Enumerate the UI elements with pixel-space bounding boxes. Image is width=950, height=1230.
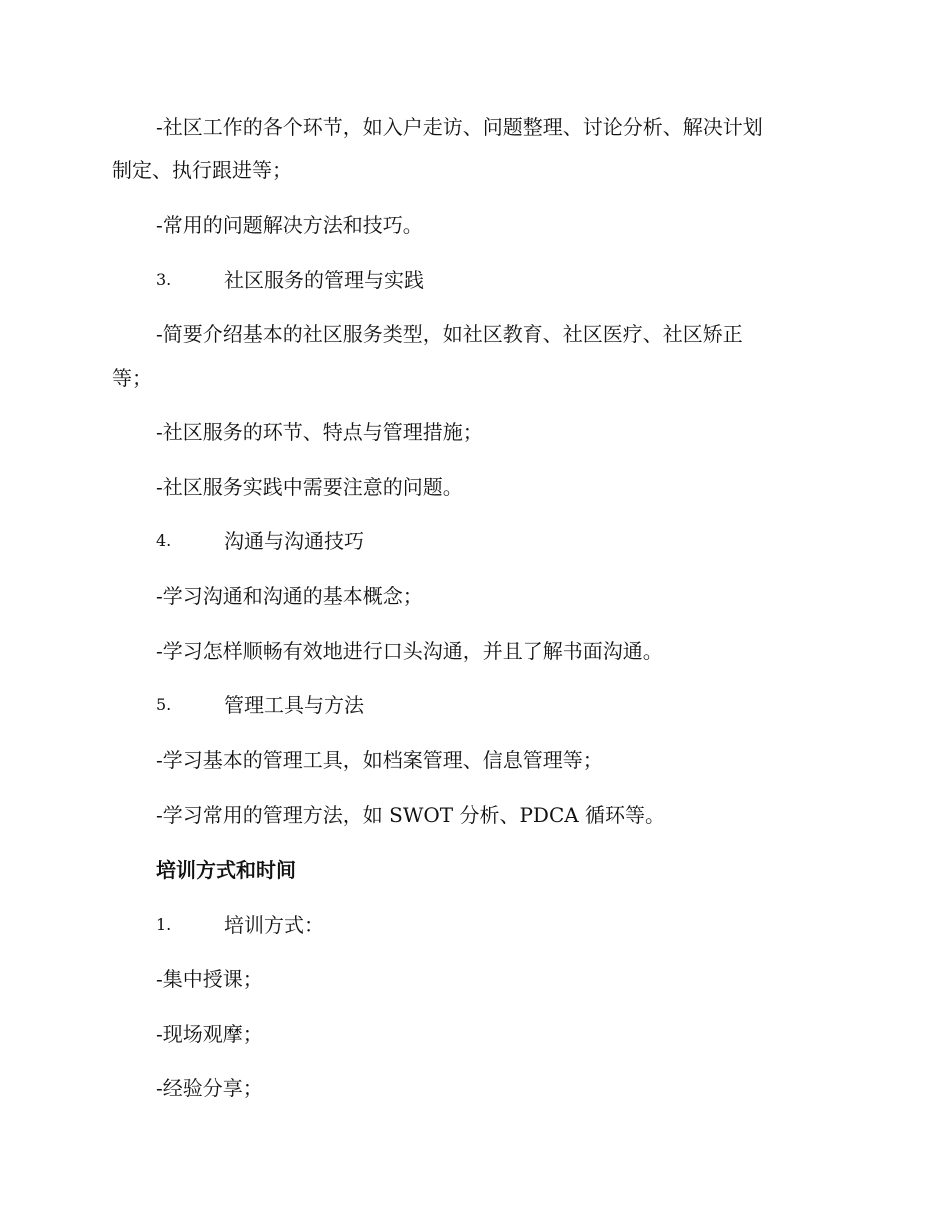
item-title-5: 管理工具与方法 — [224, 693, 364, 717]
bullet-service-management: -社区服务的环节、特点与管理措施； — [156, 420, 483, 444]
bullet-centralized-lectures: -集中授课； — [156, 967, 263, 991]
item-title-4: 沟通与沟通技巧 — [224, 529, 364, 553]
bullet-onsite-observation: -现场观摩； — [156, 1022, 263, 1046]
bullet-problem-solving-methods: -常用的问题解决方法和技巧。 — [156, 213, 423, 237]
bullet-communication-concepts: -学习沟通和沟通的基本概念； — [156, 584, 423, 608]
bullet-service-types: -简要介绍基本的社区服务类型，如社区教育、社区医疗、社区矫正 — [156, 322, 743, 346]
bullet-service-practice-issues: -社区服务实践中需要注意的问题。 — [156, 475, 463, 499]
item-title-3: 社区服务的管理与实践 — [224, 268, 424, 292]
item-number-3: 3. — [156, 270, 172, 289]
training-item-number-1: 1. — [156, 915, 172, 934]
item-number-5: 5. — [156, 695, 172, 714]
training-item-title-1: 培训方式： — [224, 913, 324, 937]
section-heading-training: 培训方式和时间 — [156, 858, 296, 882]
bullet-management-methods: -学习常用的管理方法，如 SWOT 分析、PDCA 循环等。 — [156, 803, 666, 827]
bullet-oral-written-communication: -学习怎样顺畅有效地进行口头沟通，并且了解书面沟通。 — [156, 639, 663, 663]
item-number-4: 4. — [156, 531, 172, 550]
bullet-management-tools: -学习基本的管理工具，如档案管理、信息管理等； — [156, 748, 603, 772]
bullet-service-types-continued: 等； — [112, 366, 152, 390]
bullet-experience-sharing: -经验分享； — [156, 1076, 263, 1100]
bullet-community-work-steps-continued: 制定、执行跟进等； — [112, 158, 292, 182]
bullet-community-work-steps: -社区工作的各个环节，如入户走访、问题整理、讨论分析、解决计划 — [156, 115, 763, 139]
